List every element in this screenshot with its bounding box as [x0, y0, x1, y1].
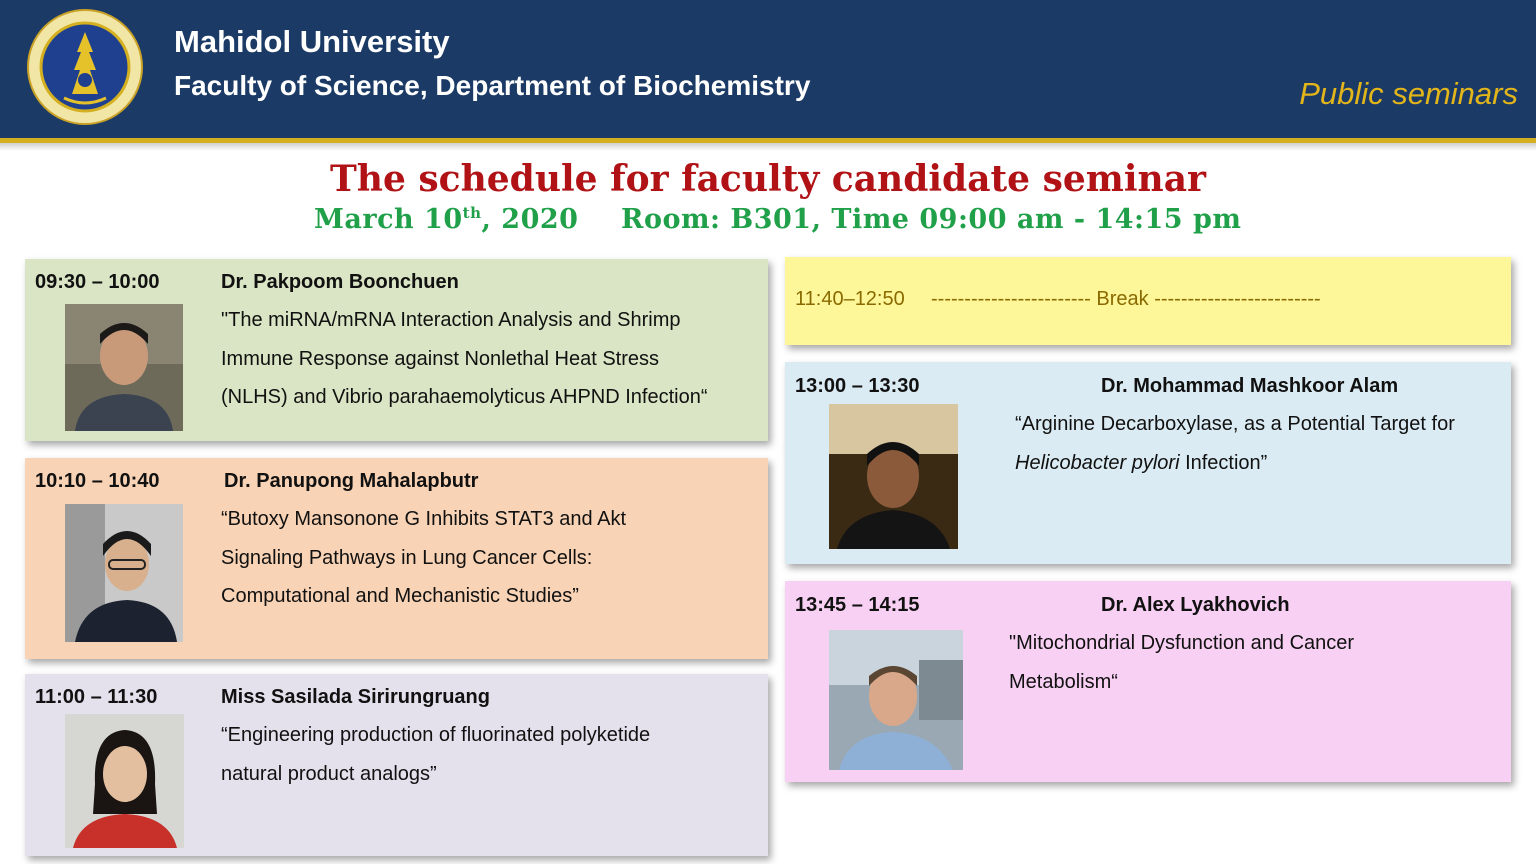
speaker-photo [65, 304, 183, 431]
page-title: The schedule for faculty candidate seminar [329, 158, 1207, 200]
university-name: Mahidol University [174, 24, 450, 59]
speaker-photo [829, 404, 958, 549]
public-seminars-tag: Public seminars [1299, 76, 1518, 111]
speaker-photo [829, 630, 963, 770]
seminar-time: 11:00 – 11:30 [35, 686, 158, 708]
speaker-name: Dr. Pakpoom Boonchuen [221, 271, 459, 293]
break-label: ------------------------ Break ------------------------- [931, 288, 1321, 310]
seminar-card-alam [785, 362, 1511, 564]
seminar-date: March 10th, 2020 [314, 204, 579, 235]
talk-title: “Engineering production of fluorinated polyketide natural product analogs” [221, 724, 651, 785]
seminar-time: 13:00 – 13:30 [795, 375, 920, 397]
speaker-name: Miss Sasilada Sirirungruang [221, 686, 490, 708]
seminar-card-lyakhovich [785, 581, 1511, 782]
room-and-time: Room: B301, Time 09:00 am - 14:15 pm [621, 204, 1242, 235]
header-banner [0, 0, 1536, 138]
department-name: Faculty of Science, Department of Biochemistry [174, 70, 811, 101]
seminar-card-sirirungruang [25, 674, 768, 856]
speaker-name: Dr. Mohammad Mashkoor Alam [1101, 375, 1399, 397]
break-time: 11:40–12:50 [795, 288, 905, 310]
speaker-photo [65, 504, 183, 642]
seminar-time: 13:45 – 14:15 [795, 594, 920, 616]
break-card [785, 257, 1511, 345]
speaker-name: Dr. Alex Lyakhovich [1101, 594, 1290, 616]
seminar-card-mahalapbutr [25, 458, 768, 659]
seminar-time: 09:30 – 10:00 [35, 271, 160, 293]
header-shadow [0, 143, 1536, 151]
university-seal-logo [26, 8, 144, 126]
talk-title: "Mitochondrial Dysfunction and Cancer Metabolism“ [1009, 632, 1355, 693]
seminar-time: 10:10 – 10:40 [35, 470, 160, 492]
talk-title: "The miRNA/mRNA Interaction Analysis and Shrimp Immune Response against Nonlethal Heat Stress (NLHS) and Vibrio parahaemolyticus AHPND Infection“ [221, 309, 708, 408]
speaker-photo [65, 714, 184, 848]
talk-title: “Butoxy Mansonone G Inhibits STAT3 and Akt Signaling Pathways in Lung Cancer Cells: Computational and Mechanistic Studies” [221, 508, 627, 607]
seminar-card-boonchuen [25, 259, 768, 441]
talk-title: “Arginine Decarboxylase, as a Potential Target for Helicobacter pylori Infection” [1015, 413, 1455, 474]
speaker-name: Dr. Panupong Mahalapbutr [224, 470, 479, 492]
